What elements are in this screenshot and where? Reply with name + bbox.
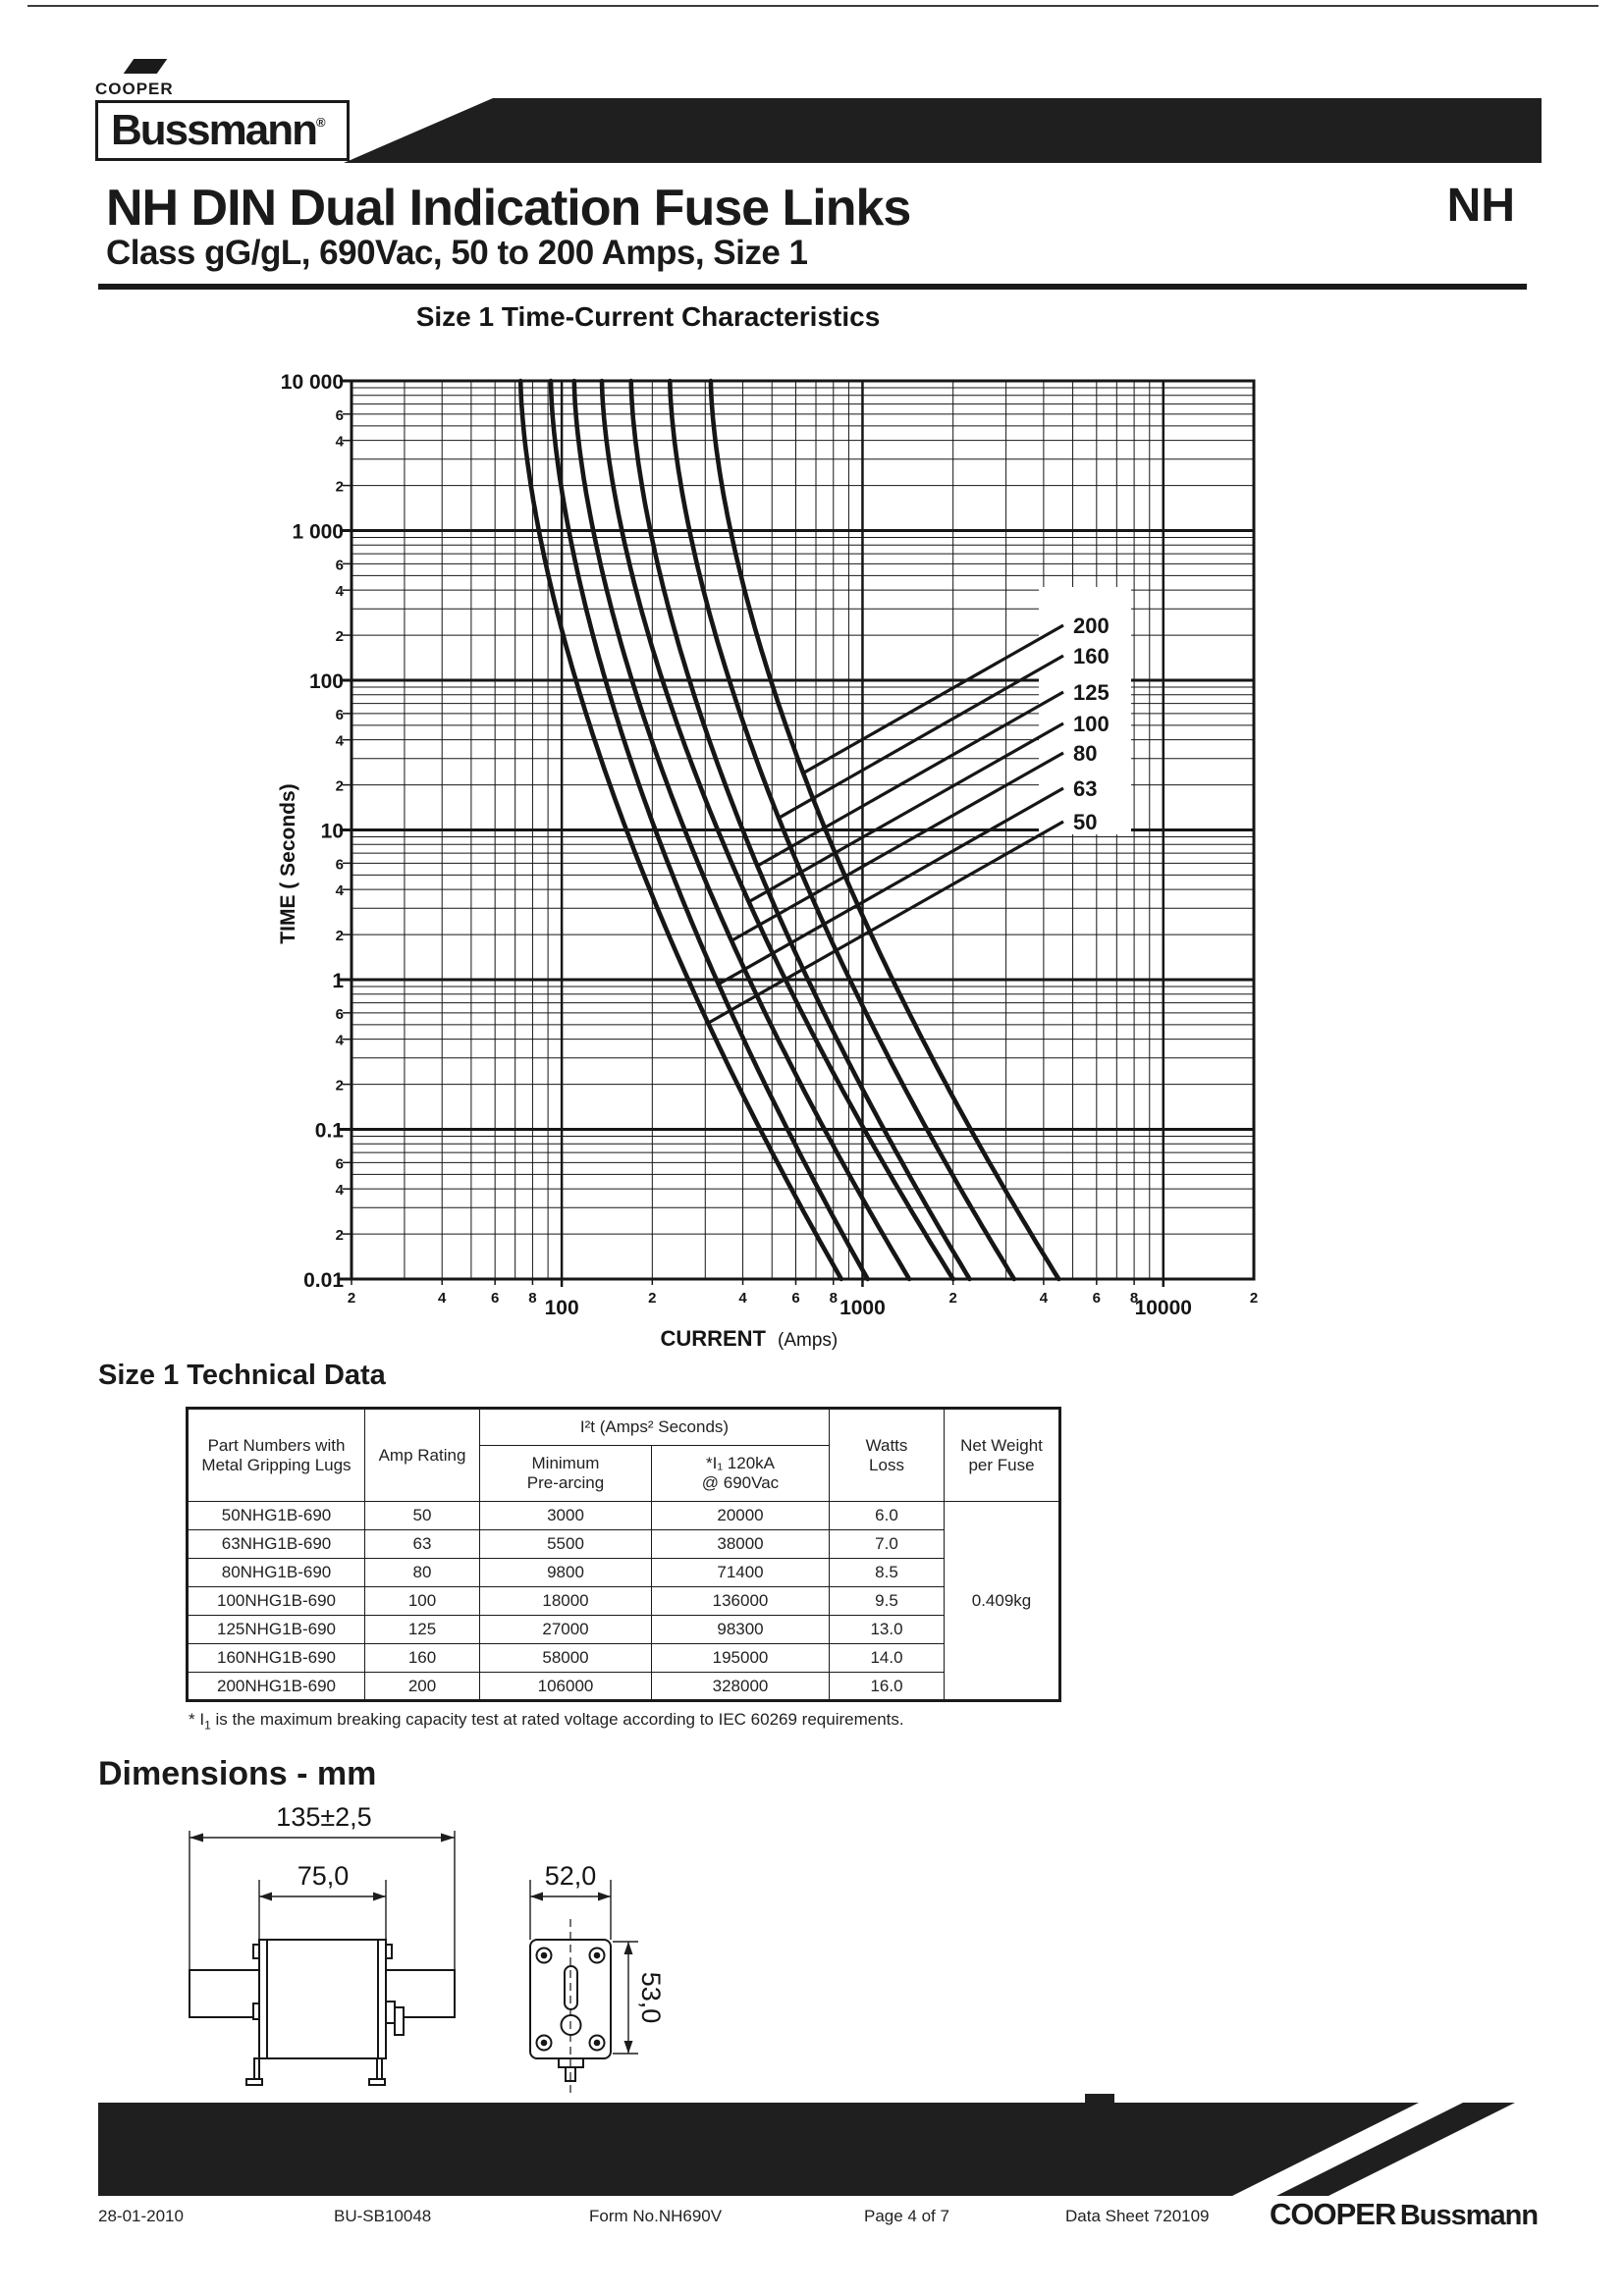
col-header-part-numbers: Part Numbers with Metal Gripping Lugs: [188, 1409, 365, 1502]
curve-label-160: 160: [1073, 644, 1110, 668]
page-subtitle: Class gG/gL, 690Vac, 50 to 200 Amps, Size 1: [106, 234, 808, 272]
footnote-subscript: 1: [204, 1718, 211, 1733]
x-minor-tick-label: 6: [490, 1290, 500, 1307]
cell: 98300: [652, 1616, 830, 1644]
cell: 27000: [480, 1616, 652, 1644]
y-minor-tick-label: 2: [335, 478, 344, 496]
y-minor-tick-label: 4: [335, 882, 344, 900]
cell: 8.5: [830, 1559, 945, 1587]
col-header-watts-loss: Watts Loss: [830, 1409, 945, 1502]
technical-data-table-wrap: [186, 1407, 1061, 1702]
dimension-drawings: [137, 1801, 864, 2096]
chart-title: Size 1 Time-Current Characteristics: [415, 301, 881, 332]
cell: 63: [365, 1530, 480, 1559]
cell: 125: [365, 1616, 480, 1644]
y-tick-label: 10: [320, 820, 344, 843]
y-minor-tick-label: 6: [335, 856, 344, 874]
x-minor-tick-label: 4: [1039, 1290, 1049, 1307]
y-tick-label: 10 000: [280, 371, 344, 394]
col-header-amp-rating: Amp Rating: [365, 1409, 480, 1502]
y-minor-tick-label: 2: [335, 1077, 344, 1095]
cell: 200NHG1B-690: [188, 1673, 365, 1701]
table-row-160: [188, 1644, 1060, 1673]
cell: 5500: [480, 1530, 652, 1559]
table-row-50: [188, 1502, 1060, 1530]
y-minor-tick-label: 4: [335, 433, 344, 451]
curve-label-80: 80: [1073, 741, 1098, 766]
cell: 100NHG1B-690: [188, 1587, 365, 1616]
dim-end-height-label: 53,0: [636, 1971, 666, 2024]
fuse-front-view: [189, 1940, 455, 2085]
x-minor-tick-label: 2: [1249, 1290, 1259, 1307]
cell: 71400: [652, 1559, 830, 1587]
x-axis-title-unit: (Amps): [778, 1330, 839, 1351]
curve-label-125: 125: [1073, 680, 1110, 705]
title-rule: [98, 284, 1527, 290]
footer-form-number: Form No.NH690V: [589, 2207, 723, 2225]
header-banner: [344, 98, 1542, 163]
footer-cooper-text: COOPER: [1270, 2197, 1396, 2231]
x-tick-label: 1000: [839, 1297, 886, 1319]
y-tick-label: 0.1: [314, 1119, 344, 1143]
cooper-flag-icon: [124, 59, 168, 74]
y-tick-label: 100: [308, 670, 344, 693]
y-minor-tick-label: 4: [335, 1182, 344, 1200]
curve-label-200: 200: [1073, 614, 1110, 638]
footer-doc-code: BU-SB10048: [334, 2207, 432, 2225]
col-header-minimum-prearcing: Minimum Pre-arcing: [480, 1446, 652, 1502]
footer-banner-main: [98, 2094, 1419, 2196]
cell: 20000: [652, 1502, 830, 1530]
y-minor-tick-label: 6: [335, 406, 344, 424]
bussmann-logo-text: Bussmann®: [111, 106, 324, 154]
dimensions-heading: Dimensions - mm: [98, 1755, 377, 1792]
cell: 9.5: [830, 1587, 945, 1616]
x-minor-tick-label: 2: [648, 1290, 657, 1307]
curve-label-50: 50: [1073, 810, 1098, 834]
cell: 80NHG1B-690: [188, 1559, 365, 1587]
y-minor-tick-label: 2: [335, 628, 344, 646]
cell: 16.0: [830, 1673, 945, 1701]
cell: 328000: [652, 1673, 830, 1701]
footer-bussmann-text: Bussmann: [1399, 2200, 1539, 2231]
y-tick-label: 1: [332, 970, 344, 992]
y-minor-tick-label: 2: [335, 777, 344, 795]
col-header-i2t-group: I²t (Amps² Seconds): [480, 1409, 830, 1446]
cooper-logo: [95, 59, 213, 100]
x-tick-label: 10000: [1134, 1297, 1192, 1319]
y-minor-tick-label: 6: [335, 1155, 344, 1173]
cell: 160: [365, 1644, 480, 1673]
cell: 9800: [480, 1559, 652, 1587]
cell: 14.0: [830, 1644, 945, 1673]
y-tick-label: 1 000: [292, 520, 344, 544]
page-category-label: NH: [1446, 180, 1515, 232]
cell: 58000: [480, 1644, 652, 1673]
net-weight-value: 0.409kg: [945, 1502, 1060, 1701]
x-minor-tick-label: 2: [347, 1290, 356, 1307]
curve-label-63: 63: [1073, 776, 1098, 801]
x-minor-tick-label: 2: [948, 1290, 957, 1307]
footer-banner: [93, 2089, 1546, 2202]
curve-leader-200: [803, 625, 1063, 774]
table-row-125: [188, 1616, 1060, 1644]
cell: 38000: [652, 1530, 830, 1559]
y-minor-tick-label: 4: [335, 732, 344, 750]
y-minor-tick-label: 6: [335, 706, 344, 723]
cell: 200: [365, 1673, 480, 1701]
cooper-logo-text: COOPER: [95, 80, 174, 98]
y-minor-tick-label: 2: [335, 1227, 344, 1245]
cell: 13.0: [830, 1616, 945, 1644]
cell: 106000: [480, 1673, 652, 1701]
y-axis-title: TIME ( Seconds): [277, 783, 299, 944]
x-minor-tick-label: 8: [829, 1290, 838, 1307]
cell: 63NHG1B-690: [188, 1530, 365, 1559]
y-minor-tick-label: 6: [335, 1005, 344, 1023]
dim-body-width-label: 75,0: [297, 1861, 350, 1891]
dim-end-width-label: 52,0: [544, 1861, 597, 1891]
x-tick-label: 100: [544, 1297, 579, 1319]
table-row-80: [188, 1559, 1060, 1587]
table-row-63: [188, 1530, 1060, 1559]
registered-mark: ®: [315, 115, 324, 130]
footer-page-number: Page 4 of 7: [864, 2207, 949, 2225]
cell: 136000: [652, 1587, 830, 1616]
table-footnote: * $I_1$ is the maximum breaking capacity test at rated voltage according to IEC 60269 requirements.: [189, 1710, 904, 1733]
cell: 3000: [480, 1502, 652, 1530]
y-minor-tick-label: 2: [335, 928, 344, 945]
x-minor-tick-label: 4: [438, 1290, 447, 1307]
x-axis-title: CURRENT: [660, 1326, 766, 1351]
cell: 125NHG1B-690: [188, 1616, 365, 1644]
cell: 7.0: [830, 1530, 945, 1559]
cell: 195000: [652, 1644, 830, 1673]
footer-datasheet-number: Data Sheet 720109: [1065, 2207, 1210, 2225]
cell: 160NHG1B-690: [188, 1644, 365, 1673]
cell: 80: [365, 1559, 480, 1587]
footer-cooper-bussmann-logo: [1270, 2197, 1544, 2232]
technical-data-heading: Size 1 Technical Data: [98, 1360, 386, 1391]
curve-leader-63: [719, 788, 1063, 985]
footer-date: 28-01-2010: [98, 2207, 184, 2225]
cell: 18000: [480, 1587, 652, 1616]
curve-label-100: 100: [1073, 712, 1110, 736]
time-current-chart: [177, 294, 1345, 1364]
page-title: NH DIN Dual Indication Fuse Links: [106, 180, 911, 237]
table-row-200: [188, 1673, 1060, 1701]
x-minor-tick-label: 6: [1092, 1290, 1101, 1307]
cell: 100: [365, 1587, 480, 1616]
cell: 50: [365, 1502, 480, 1530]
x-minor-tick-label: 4: [738, 1290, 747, 1307]
technical-data-table: [186, 1407, 1061, 1702]
x-minor-tick-label: 6: [791, 1290, 800, 1307]
page-edge-line: [27, 5, 1598, 7]
x-minor-tick-label: 8: [528, 1290, 537, 1307]
y-minor-tick-label: 4: [335, 583, 344, 601]
curve-leader-80: [731, 753, 1063, 940]
fuse-end-view: [530, 1919, 611, 2094]
x-minor-tick-label: 8: [1129, 1290, 1139, 1307]
bussmann-logo-box: [95, 100, 350, 161]
col-header-net-weight: Net Weight per Fuse: [945, 1409, 1060, 1502]
col-header-i1-120ka: *I₁ 120kA @ 690Vac: [652, 1446, 830, 1502]
dim-overall-width-label: 135±2,5: [276, 1802, 372, 1832]
table-row-100: [188, 1587, 1060, 1616]
y-minor-tick-label: 4: [335, 1032, 344, 1049]
y-tick-label: 0.01: [303, 1269, 344, 1292]
cell: 6.0: [830, 1502, 945, 1530]
cell: 50NHG1B-690: [188, 1502, 365, 1530]
y-minor-tick-label: 6: [335, 557, 344, 574]
